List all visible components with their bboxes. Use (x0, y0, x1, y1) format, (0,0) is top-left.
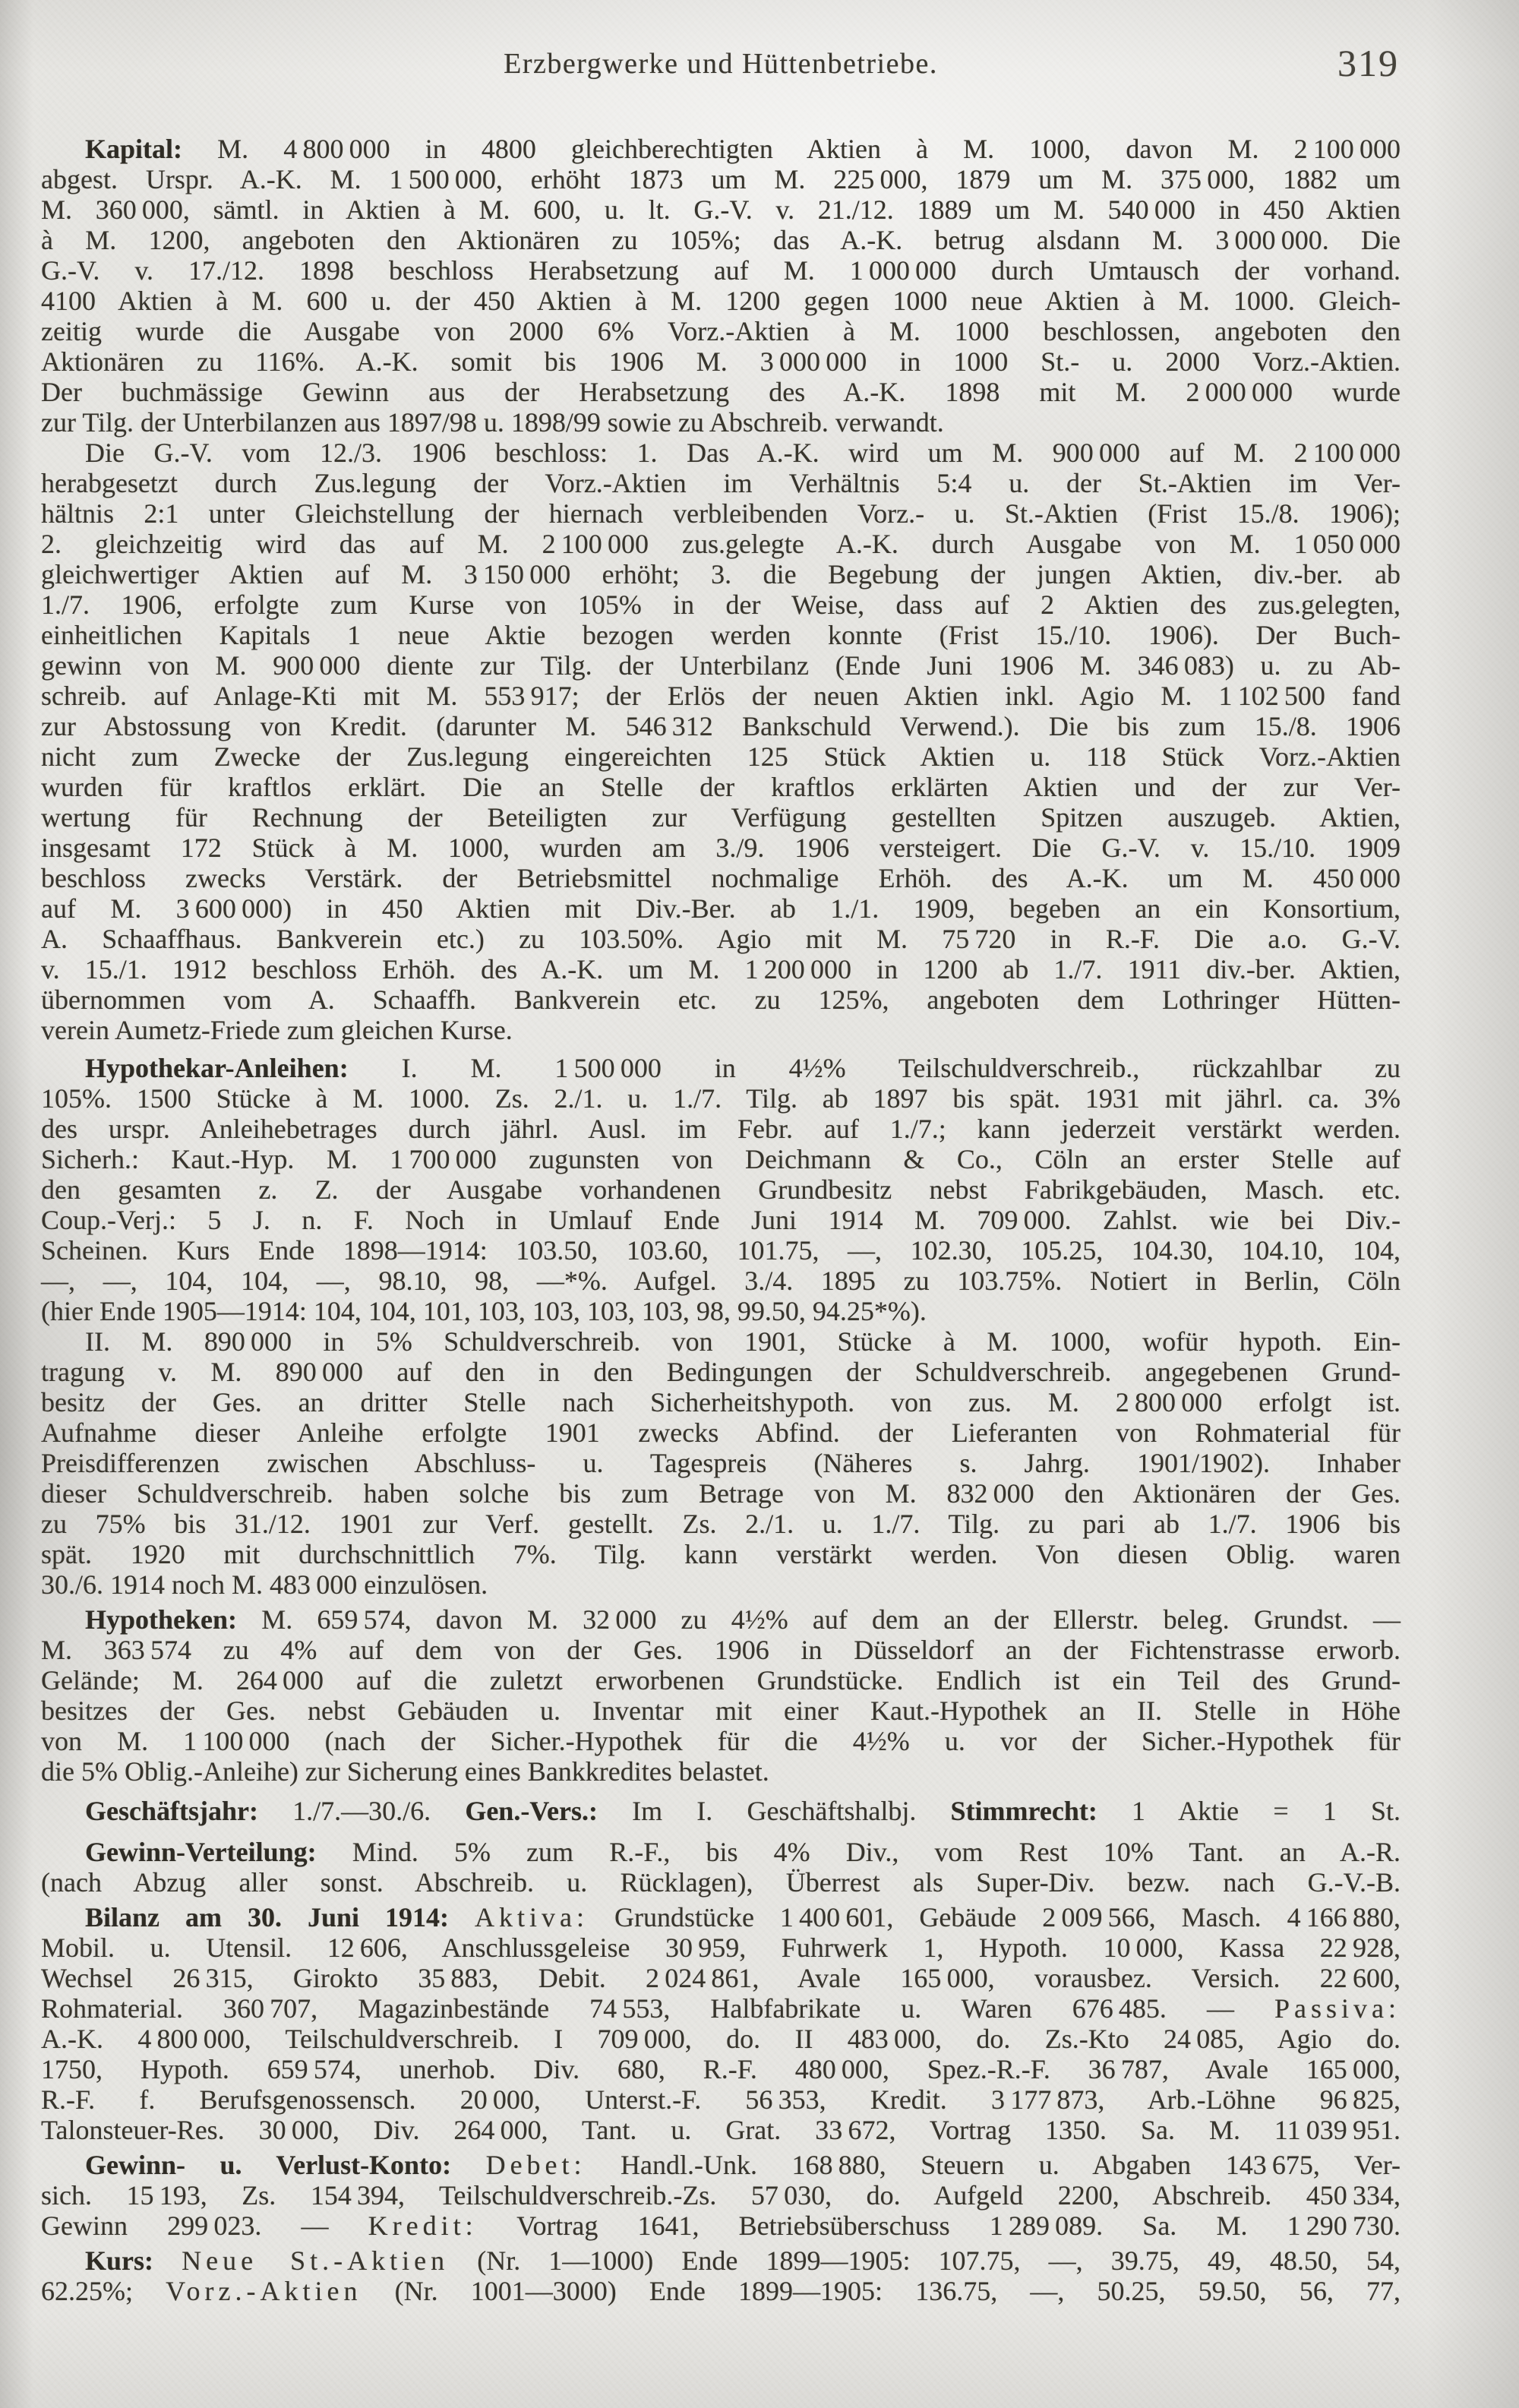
text-line (41, 1053, 1401, 1083)
paragraph-hypothekar-anleihen (41, 1053, 1401, 1326)
text-run: R.-F. f. Berufsgenossensch. 20 000, Unterst.-F. 56 353, Kredit. 3 177 873, Arb.-Löhne 96 825, (41, 2084, 1401, 2115)
text-line (41, 1083, 1401, 1114)
text-line (41, 2084, 1401, 2115)
text-line (41, 589, 1401, 620)
bold-label: Stimmrecht: (950, 1796, 1097, 1826)
text-line (41, 1837, 1401, 1867)
text-run: A. Schaaffhaus. Bankverein etc.) zu 103.50%. Agio mit M. 75 720 in R.-F. Die a.o. G.-V. (41, 924, 1401, 954)
text-run: Im I. Geschäftshalbj. (597, 1796, 951, 1826)
text-run: à M. 1200, angeboten den Aktionären zu 105%; das A.-K. betrug alsdann M. 3 000 000. Die (41, 225, 1401, 255)
page-number: 319 (1337, 42, 1399, 84)
text-line (41, 1417, 1401, 1448)
text-line (41, 407, 1401, 438)
spaced-term: Passiva: (1274, 1993, 1401, 2024)
text-line (41, 1963, 1401, 1993)
text-line (41, 1387, 1401, 1417)
text-run: hältnis 2:1 unter Gleichstellung der hiernach verbleibenden Vorz.- u. St.-Aktien (Frist 15./8. 1906); (41, 498, 1401, 529)
text-run: sich. 15 193, Zs. 154 394, Teilschuldverschreib.-Zs. 57 030, do. Aufgeld 2200, Abschreib. 450 334, (41, 2180, 1401, 2210)
text-line (41, 954, 1401, 984)
text-run: gleichwertiger Aktien auf M. 3 150 000 erhöht; 3. die Begebung der jungen Aktien, div.-ber. ab (41, 559, 1401, 589)
text-line (41, 650, 1401, 681)
text-run: zu 75% bis 31./12. 1901 zur Verf. gestellt. Zs. 2./1. u. 1./7. Tilg. zu pari ab 1./7. 1906 bis (41, 1509, 1401, 1539)
text-run: Mobil. u. Utensil. 12 606, Anschlussgeleise 30 959, Fuhrwerk 1, Hypoth. 10 000, Kassa 22 928, (41, 1932, 1401, 1963)
text-run: herabgesetzt durch Zus.legung der Vorz.-Aktien im Verhältnis 5:4 u. der St.-Aktien im Ver- (41, 468, 1401, 498)
text-run: 105%. 1500 Stücke à M. 1000. Zs. 2./1. u. 1./7. Tilg. ab 1897 bis spät. 1931 mit jährl. ca. 3% (41, 1083, 1401, 1114)
text-line (41, 225, 1401, 255)
text-run: Handl.-Unk. 168 880, Steuern u. Abgaben 143 675, Ver- (586, 2150, 1401, 2180)
text-run: (Nr. 1—1000) Ende 1899—1905: 107.75, —, 39.75, 49, 48.50, 54, (449, 2245, 1401, 2276)
text-line (41, 1174, 1401, 1205)
paragraph-geschaeftsjahr (41, 1796, 1401, 1826)
text-line (41, 620, 1401, 650)
text-line (41, 194, 1401, 225)
text-run: (hier Ende 1905—1914: 104, 104, 101, 103, 103, 103, 103, 98, 99.50, 94.25*%). (41, 1296, 927, 1326)
text-run: —, —, 104, 104, —, 98.10, 98, —*%. Aufgel. 3./4. 1895 zu 103.75%. Notiert in Berlin, Cöln (41, 1266, 1401, 1296)
text-line (41, 1015, 1401, 1045)
spaced-term: Neue St.-Aktien (182, 2245, 450, 2276)
text-line (41, 134, 1401, 164)
text-run: G.-V. v. 17./12. 1898 beschloss Herabsetzung auf M. 1 000 000 durch Umtausch der vorhand. (41, 255, 1401, 286)
text-line (41, 924, 1401, 954)
text-line (41, 468, 1401, 498)
text-line (41, 1993, 1401, 2024)
text-run: abgest. Urspr. A.-K. M. 1 500 000, erhöht 1873 um M. 225 000, 1879 um M. 375 000, 1882 um (41, 164, 1401, 194)
text-line (41, 1604, 1401, 1635)
text-run: Vortrag 1641, Betriebsüberschuss 1 289 089. Sa. M. 1 290 730. (477, 2210, 1401, 2241)
text-line (41, 2210, 1401, 2241)
text-run: Die G.-V. vom 12./3. 1906 beschloss: 1. Das A.-K. wird um M. 900 000 auf M. 2 100 000 (85, 438, 1401, 468)
text-line (41, 1114, 1401, 1144)
text-run: zeitig wurde die Ausgabe von 2000 6% Vorz.-Aktien à M. 1000 beschlossen, angeboten den (41, 316, 1401, 346)
text-line (41, 1756, 1401, 1787)
text-run: Grundstücke 1 400 601, Gebäude 2 009 566, Masch. 4 166 880, (588, 1902, 1401, 1932)
spaced-term: Vorz.-Aktien (166, 2276, 362, 2306)
text-run: M. 363 574 zu 4% auf dem von der Ges. 1906 in Düsseldorf an der Fichtenstrasse erworb. (41, 1635, 1401, 1665)
bold-label: Hypothekar-Anleihen: (85, 1053, 349, 1083)
text-line (41, 1235, 1401, 1266)
text-run: 1./7.—30./6. (257, 1796, 466, 1826)
text-line (41, 1296, 1401, 1326)
text-run: den gesamten z. Z. der Ausgabe vorhandenen Grundbesitz nebst Fabrikgebäuden, Masch. etc. (41, 1174, 1401, 1205)
text-line (41, 438, 1401, 468)
text-run: wurden für kraftlos erklärt. Die an Stelle der kraftlos erklärten Aktien und der zur Ver- (41, 772, 1401, 802)
page-header (41, 42, 1401, 93)
text-line (41, 2276, 1401, 2306)
text-line (41, 1539, 1401, 1569)
text-run: wertung für Rechnung der Beteiligten zur Verfügung gestellten Spitzen auszugeb. Aktien, (41, 802, 1401, 833)
bold-label: Gewinn- u. Verlust-Konto: (85, 2150, 452, 2180)
text-line (41, 1478, 1401, 1509)
text-line (41, 2054, 1401, 2084)
text-run: die 5% Oblig.-Anleihe) zur Sicherung eines Bankkredites belastet. (41, 1756, 769, 1787)
text-line (41, 164, 1401, 194)
text-run: nicht zum Zwecke der Zus.legung eingereichten 125 Stück Aktien u. 118 Stück Vorz.-Aktien (41, 741, 1401, 772)
text-line (41, 1695, 1401, 1726)
spaced-term: Kredit: (368, 2210, 478, 2241)
text-line (41, 1266, 1401, 1296)
text-line (41, 1665, 1401, 1695)
text-run: v. 15./1. 1912 beschloss Erhöh. des A.-K. um M. 1 200 000 in 1200 ab 1./7. 1911 div.-ber. Aktien, (41, 954, 1401, 984)
text-run: beschloss zwecks Verstärk. der Betriebsmittel nochmalige Erhöh. des A.-K. um M. 450 000 (41, 863, 1401, 893)
text-line (41, 1144, 1401, 1174)
text-run: zur Abstossung von Kredit. (darunter M. 546 312 Bankschuld Verwend.). Die bis zum 15./8. 1906 (41, 711, 1401, 741)
text-run: Gewinn 299 023. — (41, 2210, 368, 2241)
text-run: M. 4 800 000 in 4800 gleichberechtigten Aktien à M. 1000, davon M. 2 100 000 (182, 134, 1401, 164)
text-run: zur Tilg. der Unterbilanzen aus 1897/98 u. 1898/99 sowie zu Abschreib. verwandt. (41, 407, 944, 438)
text-line (41, 1726, 1401, 1756)
text-run: schreib. auf Anlage-Kti mit M. 553 917; der Erlös der neuen Aktien inkl. Agio M. 1 102 500 fand (41, 681, 1401, 711)
text-line (41, 2150, 1401, 2180)
text-line (41, 559, 1401, 589)
text-run: Preisdifferenzen zwischen Abschluss- u. Tagespreis (Näheres s. Jahrg. 1901/1902). Inhaber (41, 1448, 1401, 1478)
text-run: übernommen vom A. Schaaffh. Bankverein etc. zu 125%, angeboten dem Lothringer Hütten- (41, 984, 1401, 1015)
text-run: Talonsteuer-Res. 30 000, Div. 264 000, Tant. u. Grat. 33 672, Vortrag 1350. Sa. M. 11 039 951. (41, 2115, 1401, 2145)
paragraph-bilanz-30-juni-1914 (41, 1902, 1401, 2145)
text-run: 1750, Hypoth. 659 574, unerhob. Div. 680, R.-F. 480 000, Spez.-R.-F. 36 787, Avale 165 000, (41, 2054, 1401, 2084)
text-run: gewinn von M. 900 000 diente zur Tilg. der Unterbilanz (Ende Juni 1906 M. 346 083) u. zu Ab- (41, 650, 1401, 681)
text-line (41, 984, 1401, 1015)
text-line (41, 741, 1401, 772)
paragraph-gewinn-verteilung (41, 1837, 1401, 1898)
text-line (41, 1205, 1401, 1235)
text-line (41, 1448, 1401, 1478)
paragraph-anleihe-ii (41, 1326, 1401, 1600)
paragraph-hypotheken (41, 1604, 1401, 1787)
text-line (41, 1635, 1401, 1665)
text-line (41, 1932, 1401, 1963)
text-line (41, 1509, 1401, 1539)
text-line (41, 893, 1401, 924)
text-run: Wechsel 26 315, Girokto 35 883, Debit. 2 024 861, Avale 165 000, vorausbez. Versich. 22 600, (41, 1963, 1401, 1993)
text-line (41, 2024, 1401, 2054)
text-run: 62.25%; (41, 2276, 166, 2306)
text-run: Sicherh.: Kaut.-Hyp. M. 1 700 000 zugunsten von Deichmann & Co., Cöln an erster Stelle auf (41, 1144, 1401, 1174)
text-line (41, 711, 1401, 741)
bold-label: Gewinn-Verteilung: (85, 1837, 317, 1867)
text-run: besitzes der Ges. nebst Gebäuden u. Inventar mit einer Kaut.-Hypothek an II. Stelle in Höhe (41, 1695, 1401, 1726)
text-line (41, 1569, 1401, 1600)
text-run: M. 659 574, davon M. 32 000 zu 4½% auf dem an der Ellerstr. beleg. Grundst. — (237, 1604, 1401, 1635)
text-line (41, 346, 1401, 377)
text-run: Gelände; M. 264 000 auf die zuletzt erworbenen Grundstücke. Endlich ist ein Teil des Grund- (41, 1665, 1401, 1695)
text-run: des urspr. Anleihebetrages durch jährl. Ausl. im Febr. auf 1./7.; kann jederzeit verstärkt werden. (41, 1114, 1401, 1144)
text-run: 30./6. 1914 noch M. 483 000 einzulösen. (41, 1569, 488, 1600)
text-line (41, 802, 1401, 833)
text-line (41, 377, 1401, 407)
bold-label: Geschäftsjahr: (85, 1796, 258, 1826)
text-run: Coup.-Verj.: 5 J. n. F. Noch in Umlauf Ende Juni 1914 M. 709 000. Zahlst. wie bei Div.- (41, 1205, 1401, 1235)
text-line (41, 286, 1401, 316)
text-run: Der buchmässige Gewinn aus der Herabsetzung des A.-K. 1898 mit M. 2 000 000 wurde (41, 377, 1401, 407)
text-line (41, 1357, 1401, 1387)
spaced-term: Aktiva: (475, 1902, 589, 1932)
text-line (41, 498, 1401, 529)
running-title: Erzbergwerke und Hüttenbetriebe. (504, 48, 938, 80)
spaced-term: Debet: (485, 2150, 586, 2180)
paragraph-gewinn-verlust-konto (41, 2150, 1401, 2241)
text-run (153, 2245, 182, 2276)
text-line (41, 255, 1401, 286)
text-run (449, 1902, 475, 1932)
text-line (41, 529, 1401, 559)
text-run: A.-K. 4 800 000, Teilschuldverschreib. I 709 000, do. II 483 000, do. Zs.-Kto 24 085, Agio do. (41, 2024, 1401, 2054)
text-line (41, 1326, 1401, 1357)
text-run: tragung v. M. 890 000 auf den in den Bedingungen der Schuldverschreib. angegebenen Grund- (41, 1357, 1401, 1387)
text-run: (nach Abzug aller sonst. Abschreib. u. Rücklagen), Überrest als Super-Div. bezw. nach G.-V.-B. (41, 1867, 1401, 1898)
text-run: 1./7. 1906, erfolgte zum Kurse von 105% in der Weise, dass auf 2 Aktien des zus.gelegten, (41, 589, 1401, 620)
text-run: 4100 Aktien à M. 600 u. der 450 Aktien à M. 1200 gegen 1000 neue Aktien à M. 1000. Gleich- (41, 286, 1401, 316)
bold-label: Hypotheken: (85, 1604, 238, 1635)
text-run: Aufnahme dieser Anleihe erfolgte 1901 zwecks Abfind. der Lieferanten von Rohmaterial für (41, 1417, 1401, 1448)
paragraph-kurs (41, 2245, 1401, 2306)
text-run: dieser Schuldverschreib. haben solche bis zum Betrage von M. 832 000 den Aktionären der Ges. (41, 1478, 1401, 1509)
text-run: auf M. 3 600 000) in 450 Aktien mit Div.-Ber. ab 1./1. 1909, begeben an ein Konsortium, (41, 893, 1401, 924)
text-line (41, 316, 1401, 346)
text-run: verein Aumetz-Friede zum gleichen Kurse. (41, 1015, 513, 1045)
text-run: Aktionären zu 116%. A.-K. somit bis 1906 M. 3 000 000 in 1000 St.- u. 2000 Vorz.-Aktien. (41, 346, 1401, 377)
text-line (41, 681, 1401, 711)
text-line (41, 2245, 1401, 2276)
bold-label: Gen.-Vers.: (465, 1796, 598, 1826)
text-line (41, 2180, 1401, 2210)
text-run: von M. 1 100 000 (nach der Sicher.-Hypothek für die 4½% u. vor der Sicher.-Hypothek für (41, 1726, 1401, 1756)
text-run: 1 Aktie = 1 St. (1097, 1796, 1401, 1826)
text-line (41, 863, 1401, 893)
text-run: M. 360 000, sämtl. in Aktien à M. 600, u. lt. G.-V. v. 21./12. 1889 um M. 540 000 in 450 Aktien (41, 194, 1401, 225)
text-run: insgesamt 172 Stück à M. 1000, wurden am 3./9. 1906 versteigert. Die G.-V. v. 15./10. 1909 (41, 833, 1401, 863)
text-run: einheitlichen Kapitals 1 neue Aktie bezogen werden konnte (Frist 15./10. 1906). Der Buch- (41, 620, 1401, 650)
bold-label: Bilanz am 30. Juni 1914: (85, 1902, 449, 1932)
text-run: (Nr. 1001—3000) Ende 1899—1905: 136.75, —, 50.25, 59.50, 56, 77, (362, 2276, 1401, 2306)
text-line (41, 1902, 1401, 1932)
text-line (41, 1796, 1401, 1826)
text-run: II. M. 890 000 in 5% Schuldverschreib. von 1901, Stücke à M. 1000, wofür hypoth. Ein- (85, 1326, 1401, 1357)
paragraph-gv-1906 (41, 438, 1401, 1045)
text-run: Mind. 5% zum R.-F., bis 4% Div., vom Rest 10% Tant. an A.-R. (316, 1837, 1401, 1867)
text-run: 2. gleichzeitig wird das auf M. 2 100 000 zus.gelegte A.-K. durch Ausgabe von M. 1 050 000 (41, 529, 1401, 559)
text-run: besitz der Ges. an dritter Stelle nach Sicherheitshypoth. von zus. M. 2 800 000 erfolgt ist. (41, 1387, 1401, 1417)
page-body (41, 134, 1401, 2306)
text-run: Rohmaterial. 360 707, Magazinbestände 74 553, Halbfabrikate u. Waren 676 485. — (41, 1993, 1274, 2024)
paragraph-kapital (41, 134, 1401, 438)
text-line (41, 2115, 1401, 2145)
text-line (41, 833, 1401, 863)
text-run: Scheinen. Kurs Ende 1898—1914: 103.50, 103.60, 101.75, —, 102.30, 105.25, 104.30, 104.10, 104, (41, 1235, 1401, 1266)
bold-label: Kurs: (85, 2245, 153, 2276)
bold-label: Kapital: (85, 134, 183, 164)
text-run: spät. 1920 mit durchschnittlich 7%. Tilg. kann verstärkt werden. Von diesen Oblig. waren (41, 1539, 1401, 1569)
text-run (451, 2150, 486, 2180)
text-run: I. M. 1 500 000 in 4½% Teilschuldverschreib., rückzahlbar zu (348, 1053, 1401, 1083)
text-line (41, 772, 1401, 802)
text-line (41, 1867, 1401, 1898)
